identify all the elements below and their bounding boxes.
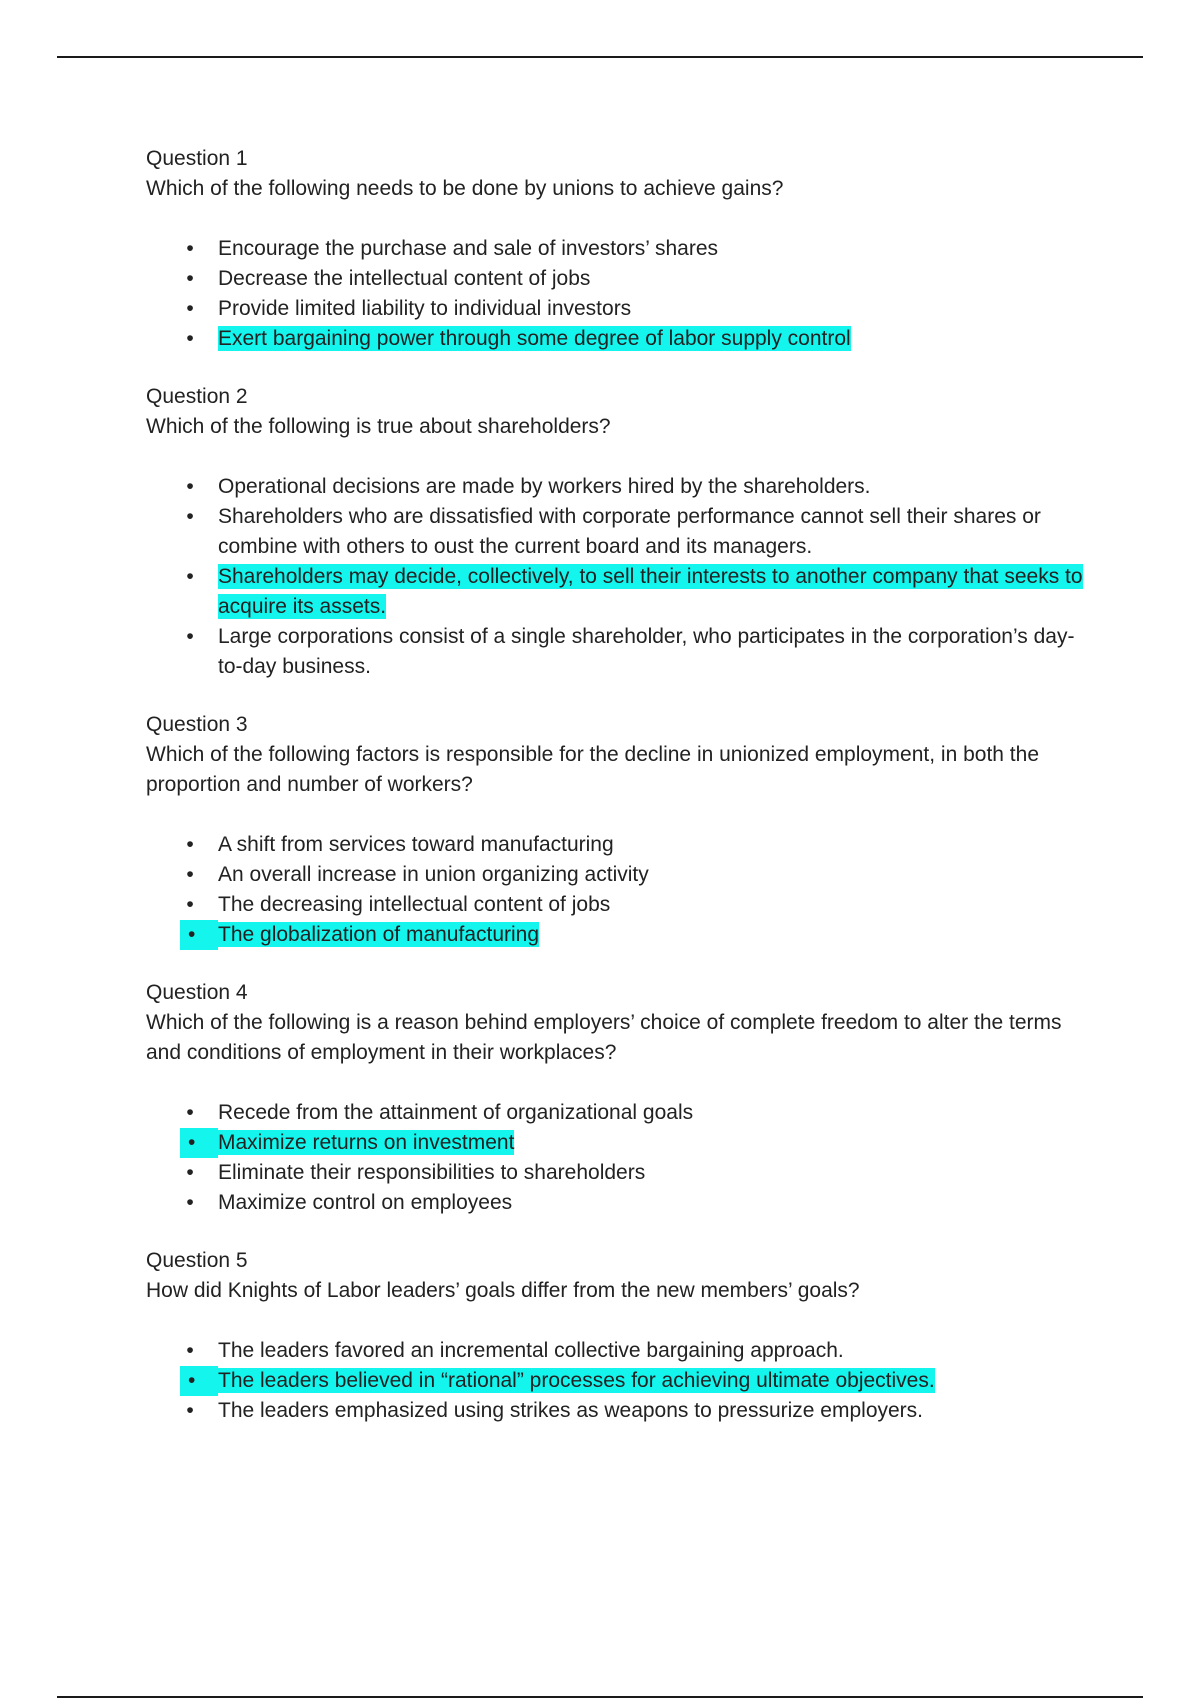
bullet-icon: •	[180, 1128, 218, 1158]
answer-option-highlighted	[146, 1366, 1086, 1396]
answer-text: Shareholders who are dissatisfied with corporate performance cannot sell their shares or combine with others to oust the current board and its managers.	[218, 505, 1041, 558]
answer-options	[146, 1098, 1086, 1218]
highlighted-answer-text: Exert bargaining power through some degree of labor supply control	[218, 327, 851, 350]
question-1	[146, 144, 1086, 354]
answer-option	[146, 1098, 1086, 1128]
bullet-icon: •	[186, 237, 194, 260]
question-4	[146, 978, 1086, 1218]
answer-option	[146, 860, 1086, 890]
answer-text: Encourage the purchase and sale of investors’ shares	[218, 237, 719, 260]
bullet-icon: •	[186, 625, 194, 648]
bullet-icon: •	[186, 1191, 194, 1214]
bullet-icon: •	[186, 297, 194, 320]
answer-text: Maximize control on employees	[218, 1191, 513, 1214]
bullet-icon: •	[186, 327, 194, 350]
answer-option-highlighted	[146, 1128, 1086, 1158]
answer-option	[146, 1336, 1086, 1366]
answer-text: Recede from the attainment of organizational goals	[218, 1101, 694, 1124]
answer-option	[146, 472, 1086, 502]
answer-text: The decreasing intellectual content of jobs	[218, 893, 611, 916]
bullet-icon: •	[186, 1101, 194, 1124]
answer-option	[146, 264, 1086, 294]
bullet-icon: •	[180, 920, 218, 950]
answer-options	[146, 1336, 1086, 1426]
bullet-icon: •	[186, 1161, 194, 1184]
bullet-icon: •	[186, 565, 194, 588]
answer-text: Provide limited liability to individual investors	[218, 297, 632, 320]
footer-rule	[57, 1696, 1143, 1698]
answer-option-highlighted	[146, 562, 1086, 622]
answer-option	[146, 294, 1086, 324]
answer-text: Large corporations consist of a single shareholder, who participates in the corporation’s day-to-day business.	[218, 625, 1075, 678]
answer-text: The leaders emphasized using strikes as weapons to pressurize employers.	[218, 1399, 924, 1422]
answer-option	[146, 234, 1086, 264]
answer-option	[146, 622, 1086, 682]
answer-option	[146, 1158, 1086, 1188]
answer-options	[146, 830, 1086, 950]
bullet-icon: •	[186, 833, 194, 856]
question-number: Question 1	[146, 147, 248, 170]
header-rule	[57, 56, 1143, 58]
answer-options	[146, 472, 1086, 682]
answer-text: Eliminate their responsibilities to shareholders	[218, 1161, 646, 1184]
question-number: Question 5	[146, 1249, 248, 1272]
question-2	[146, 382, 1086, 682]
answer-option	[146, 1396, 1086, 1426]
question-number: Question 4	[146, 981, 248, 1004]
answer-option	[146, 830, 1086, 860]
highlighted-answer-text: The leaders believed in “rational” processes for achieving ultimate objectives.	[218, 1369, 935, 1392]
answer-option-highlighted	[146, 324, 1086, 354]
bullet-icon: •	[186, 1399, 194, 1422]
question-list	[146, 144, 1086, 1454]
answer-text: Decrease the intellectual content of jobs	[218, 267, 591, 290]
answer-option-highlighted	[146, 920, 1086, 950]
answer-options	[146, 234, 1086, 354]
answer-option	[146, 502, 1086, 562]
answer-text: A shift from services toward manufacturing	[218, 833, 614, 856]
question-text: Which of the following needs to be done by unions to achieve gains?	[146, 177, 784, 200]
question-text: Which of the following is true about shareholders?	[146, 415, 611, 438]
bullet-icon: •	[186, 863, 194, 886]
question-text: Which of the following factors is responsible for the decline in unionized employment, in both the proportion and number of workers?	[146, 743, 1039, 796]
answer-option	[146, 1188, 1086, 1218]
question-3	[146, 710, 1086, 950]
highlighted-answer-text: Shareholders may decide, collectively, to sell their interests to another company that seeks to acquire its assets.	[218, 565, 1083, 618]
bullet-icon: •	[186, 893, 194, 916]
question-5	[146, 1246, 1086, 1426]
bullet-icon: •	[186, 1339, 194, 1362]
bullet-icon: •	[186, 267, 194, 290]
answer-text: The leaders favored an incremental collective bargaining approach.	[218, 1339, 844, 1362]
bullet-icon: •	[186, 505, 194, 528]
bullet-icon: •	[180, 1366, 218, 1396]
answer-text: An overall increase in union organizing activity	[218, 863, 649, 886]
answer-text: Operational decisions are made by workers hired by the shareholders.	[218, 475, 871, 498]
highlighted-answer-text: The globalization of manufacturing	[218, 923, 540, 946]
question-number: Question 3	[146, 713, 248, 736]
bullet-icon: •	[186, 475, 194, 498]
question-text: How did Knights of Labor leaders’ goals differ from the new members’ goals?	[146, 1279, 860, 1302]
question-number: Question 2	[146, 385, 248, 408]
highlighted-answer-text: Maximize returns on investment	[218, 1131, 515, 1154]
question-text: Which of the following is a reason behind employers’ choice of complete freedom to alter the terms and conditions of employment in their workplaces?	[146, 1011, 1062, 1064]
answer-option	[146, 890, 1086, 920]
